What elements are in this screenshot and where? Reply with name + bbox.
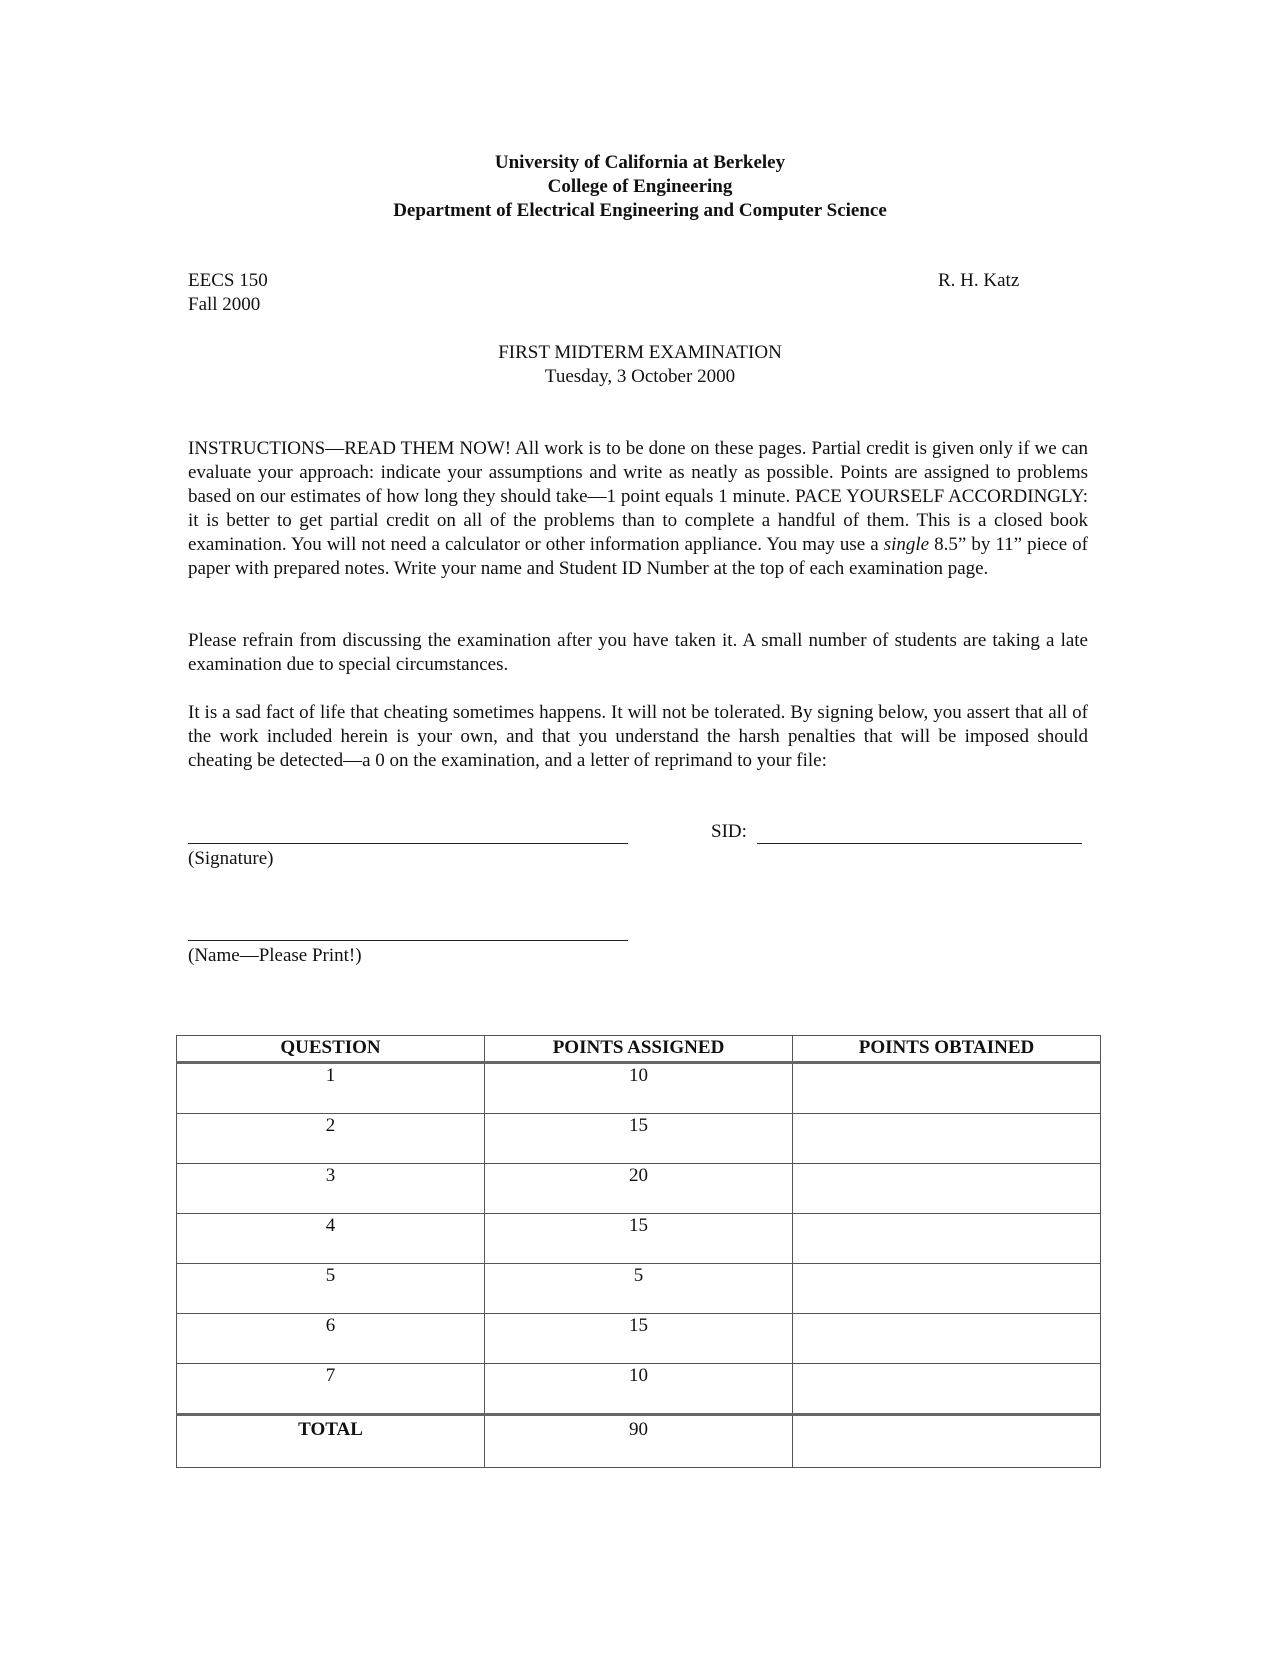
course-info xyxy=(188,269,268,317)
points-assigned: 5 xyxy=(485,1264,793,1314)
score-table xyxy=(176,1035,1101,1468)
total-points-obtained[interactable] xyxy=(793,1415,1101,1468)
honor-code-paragraph: It is a sad fact of life that cheating sometimes happens. It will not be tolerated. By signing below, you assert that all of the work included herein is your own, and that you understand the harsh penalties that will be imposed should cheating be detected—a 0 on the examination, and a letter of reprimand to your file: xyxy=(188,702,1088,771)
instructions-emphasis: single xyxy=(883,534,930,555)
question-number: 3 xyxy=(177,1164,485,1214)
total-row xyxy=(177,1415,1101,1468)
points-obtained[interactable] xyxy=(793,1164,1101,1214)
table-row xyxy=(177,1264,1101,1314)
header-points-assigned: POINTS ASSIGNED xyxy=(485,1036,793,1063)
header-points-obtained: POINTS OBTAINED xyxy=(793,1036,1101,1063)
question-number: 4 xyxy=(177,1214,485,1264)
exam-title: FIRST MIDTERM EXAMINATION xyxy=(498,342,782,363)
course-number: EECS 150 xyxy=(188,270,268,291)
table-row xyxy=(177,1114,1101,1164)
instructions-paragraph xyxy=(188,437,1088,581)
instructor-name: R. H. Katz xyxy=(938,270,1020,291)
table-row xyxy=(177,1364,1101,1415)
table-row xyxy=(177,1214,1101,1264)
total-label: TOTAL xyxy=(177,1415,485,1468)
table-row xyxy=(177,1063,1101,1114)
table-row xyxy=(177,1314,1101,1364)
sid-line[interactable] xyxy=(757,843,1082,844)
name-line[interactable] xyxy=(188,917,628,941)
points-obtained[interactable] xyxy=(793,1264,1101,1314)
university-name: University of California at Berkeley xyxy=(494,152,786,173)
total-points-assigned: 90 xyxy=(485,1415,793,1468)
exam-date: Tuesday, 3 October 2000 xyxy=(544,366,736,387)
question-number: 6 xyxy=(177,1314,485,1364)
points-obtained[interactable] xyxy=(793,1314,1101,1364)
name-label: (Name—Please Print!) xyxy=(188,945,362,966)
points-assigned: 15 xyxy=(485,1314,793,1364)
points-assigned: 20 xyxy=(485,1164,793,1214)
points-obtained[interactable] xyxy=(793,1114,1101,1164)
instructions-text-2: 8.5” by 11” piece of paper with prepared notes. Write your name and Student ID Number at the top of each examination page. xyxy=(188,534,1088,579)
signature-line[interactable] xyxy=(188,820,628,844)
department-name: Department of Electrical Engineering and Computer Science xyxy=(393,200,887,221)
document-header xyxy=(0,151,1280,223)
points-obtained[interactable] xyxy=(793,1063,1101,1114)
points-obtained[interactable] xyxy=(793,1364,1101,1415)
sid-label: SID: xyxy=(711,821,747,842)
discussion-paragraph: Please refrain from discussing the examination after you have taken it. A small number of students are taking a late examination due to special circumstances. xyxy=(188,630,1088,675)
course-term: Fall 2000 xyxy=(188,294,261,315)
signature-label: (Signature) xyxy=(188,848,274,869)
table-row xyxy=(177,1164,1101,1214)
question-number: 1 xyxy=(177,1063,485,1114)
question-number: 2 xyxy=(177,1114,485,1164)
question-number: 7 xyxy=(177,1364,485,1415)
points-assigned: 15 xyxy=(485,1114,793,1164)
points-assigned: 15 xyxy=(485,1214,793,1264)
header-question: QUESTION xyxy=(177,1036,485,1063)
score-table-header xyxy=(177,1036,1101,1063)
college-name: College of Engineering xyxy=(547,176,733,197)
exam-heading xyxy=(0,341,1280,389)
points-assigned: 10 xyxy=(485,1063,793,1114)
points-assigned: 10 xyxy=(485,1364,793,1415)
question-number: 5 xyxy=(177,1264,485,1314)
instructions-text-1: INSTRUCTIONS—READ THEM NOW! All work is to be done on these pages. Partial credit is given only if we can evaluate your approach: indicate your assumptions and write as neatly as possible. Points are assigned to problems based on our estimates of how long they should take—1 point equals 1 minute. PACE YOURSELF ACCORDINGLY: it is better to get partial credit on all of the problems than to complete a handful of them. This is a closed book examination. You will not need a calculator or other information appliance. You may use a xyxy=(188,438,1088,555)
points-obtained[interactable] xyxy=(793,1214,1101,1264)
